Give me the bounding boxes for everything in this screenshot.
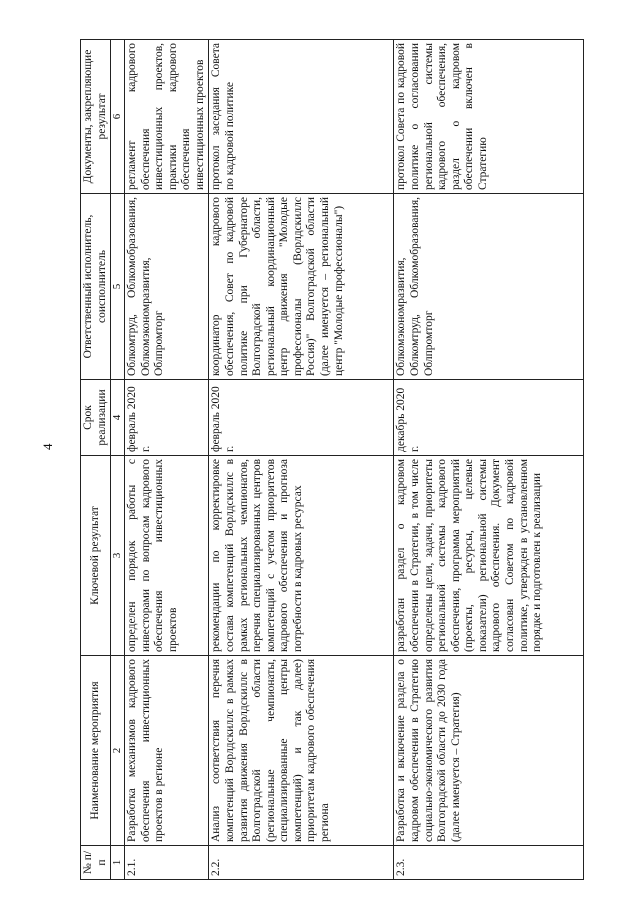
header-term: Срок реализации: [81, 380, 111, 456]
executor: Облкомтруд, Облкомобразования, Облкомэкономразвития, Облпромторг: [125, 194, 209, 380]
key-result: определен порядок работы с инвесторами по вопросам кадрового обеспечения инвестиционных проектов: [125, 456, 209, 656]
table-row: [125, 40, 209, 880]
table-row: [394, 40, 584, 880]
column-number: 5: [111, 194, 125, 380]
column-number: 3: [111, 456, 125, 656]
column-number: 1: [111, 846, 125, 880]
term: февраль 2020 г.: [125, 380, 209, 456]
header-key-result: Ключевой результат: [81, 456, 111, 656]
column-number: 2: [111, 656, 125, 846]
document-sheet: [80, 40, 600, 880]
header-documents: Документы, закрепляющие результат: [81, 40, 111, 194]
table-row: [209, 40, 394, 880]
header-executor: Ответственный исполнитель, соисполнитель: [81, 194, 111, 380]
term: декабрь 2020 г.: [394, 380, 584, 456]
measure-name: Анализ соответствия перечня компетенций Ворлдскиллс в рамках развития движения Ворлдскиллс в Волгоградской области (региональные чемпионаты, специализированные центры компетенций) и так далее) приоритетам кадрового обеспечения региона: [209, 656, 394, 846]
column-number-row: [111, 40, 125, 880]
executor: координатор кадрового обеспечения, Совет по кадровой политике при Губернаторе Волгоградской области, региональный координационный центр движения "Молодые профессионалы (Ворлдскиллс Россия)" Волгоградской области (далее именуется – региональный центр "Молодые профессионалы"): [209, 194, 394, 380]
column-number: 6: [111, 40, 125, 194]
header-measure-name: Наименование мероприятия: [81, 656, 111, 846]
measures-table: [80, 39, 584, 880]
header-number: № п/п: [81, 846, 111, 880]
row-number: 2.1.: [125, 846, 209, 880]
documents: протокол Совета по кадровой политике о согласовании региональной системы кадрового обеспечения, раздел о кадровом обеспечении включен в Стратегию: [394, 40, 584, 194]
measure-name: Разработка и включение раздела о кадровом обеспечении в Стратегию социально-экономического развития Волгоградской области до 2030 года (далее именуется – Стратегия): [394, 656, 584, 846]
page-number: 4: [40, 443, 55, 450]
key-result: рекомендации по корректировке состава компетенций Ворлдскиллс в рамках региональных чемпионатов, перечня специализированных центров компетенций с учетом приоритетов кадрового обеспечения и прогноза потребности в кадровых ресурсах: [209, 456, 394, 656]
documents: протокол заседания Совета по кадровой политике: [209, 40, 394, 194]
row-number: 2.2.: [209, 846, 394, 880]
documents: регламент кадрового обеспечения инвестиционных проектов, практики кадрового обеспечения инвестиционных проектов: [125, 40, 209, 194]
term: февраль 2020 г.: [209, 380, 394, 456]
measure-name: Разработка механизмов кадрового обеспечения инвестиционных проектов в регионе: [125, 656, 209, 846]
column-number: 4: [111, 380, 125, 456]
executor: Облкомэкономразвития, Облкомтруд, Облкомобразования, Облпромторг: [394, 194, 584, 380]
table-header-row: [81, 40, 111, 880]
key-result: разработан раздел о кадровом обеспечении в Стратегии, в том числе определены цели, задачи, приоритеты региональной системы кадрового обеспечения, программа мероприятий (проекты, ресурсы, целевые показатели) региональной системы кадрового обеспечения. Документ согласован Советом по кадровой политике, утвержден в установленном порядке и подготовлен к реализации: [394, 456, 584, 656]
row-number: 2.3.: [394, 846, 584, 880]
